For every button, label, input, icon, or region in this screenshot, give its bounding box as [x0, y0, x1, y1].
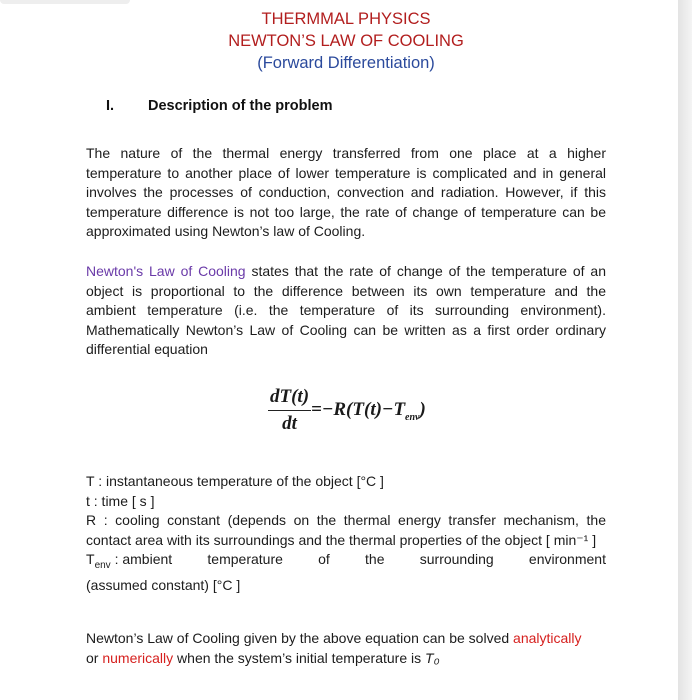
def-Tenv-line2: (assumed constant) [°C ] [86, 576, 241, 593]
cooling-equation [268, 386, 426, 435]
def-Tenv-label [86, 550, 172, 575]
analytically-link[interactable]: analytically [513, 630, 582, 646]
equation-denominator: dt [282, 413, 297, 434]
note-text-2: or [86, 649, 103, 666]
document-header [0, 8, 692, 74]
solution-note [86, 629, 606, 668]
note-text-1: Newton’s Law of Cooling given by the above equation can be solved [86, 630, 514, 646]
def-Tenv-symbol: T [86, 551, 95, 568]
initial-temperature-symbol: T₀ [425, 649, 440, 666]
section-title: Description of the problem [148, 98, 333, 114]
def-Tenv-word-3: the [365, 551, 385, 568]
paragraph-law [86, 262, 606, 360]
def-Tenv-word-5: environment [528, 551, 606, 568]
header-subtitle: (Forward Differentiation) [257, 54, 435, 72]
def-Tenv-word-2: of [318, 551, 330, 568]
equation-rhs [311, 398, 426, 423]
def-Tenv-sub: env [94, 560, 111, 572]
equation-fraction [268, 386, 311, 435]
def-Tenv-word-0: : ambient [114, 551, 173, 568]
variable-definitions [86, 472, 606, 595]
header-title: THERMMAL PHYSICS [261, 10, 431, 28]
def-t: t : time [ s ] [86, 492, 155, 509]
paragraph-law-text: states that the rate of change of the temperature of an object is proportional to the difference between its own temperature and the ambient temperature (i.e. the temperature of its surrounding environment). Mathematically Newton’s Law of Cooling can be written as a first order ordinary differential equation [86, 263, 606, 358]
header-topic: NEWTON’S LAW OF COOLING [228, 32, 464, 50]
paragraph-intro: The nature of the thermal energy transferred from one place at a higher temperature to another place of lower temperature is complicated and in general involves the processes of conduction, convection and radiation. However, if this temperature difference is not too large, the rate of change of temperature can be approximated using Newton’s law of Cooling. [86, 145, 606, 240]
def-Tenv-word-1: temperature [207, 551, 283, 568]
equation-rhs-sub: env [405, 411, 420, 423]
def-R: R : cooling constant (depends on the thermal energy transfer mechanism, the contact area with its surroundings and the thermal properties of the object [ min⁻¹ ] [86, 512, 606, 548]
equation-rhs-suffix: ) [419, 398, 426, 420]
numerically-link[interactable]: numerically [102, 649, 174, 666]
section-number: I. [106, 98, 115, 114]
def-Tenv-word-4: surrounding [419, 551, 494, 568]
section-heading [106, 98, 333, 114]
top-tab-edge [0, 0, 130, 4]
note-text-3: when the system’s initial temperature is [173, 649, 426, 666]
newtons-law-link[interactable]: Newton's Law of Cooling [86, 263, 246, 279]
equation-numerator: dT(t) [268, 386, 311, 411]
equation-rhs-prefix: =−R(T(t)−T [311, 398, 406, 420]
def-T: T : instantaneous temperature of the object [°C ] [86, 473, 384, 489]
def-Tenv [86, 550, 606, 575]
page-edge [678, 0, 692, 700]
